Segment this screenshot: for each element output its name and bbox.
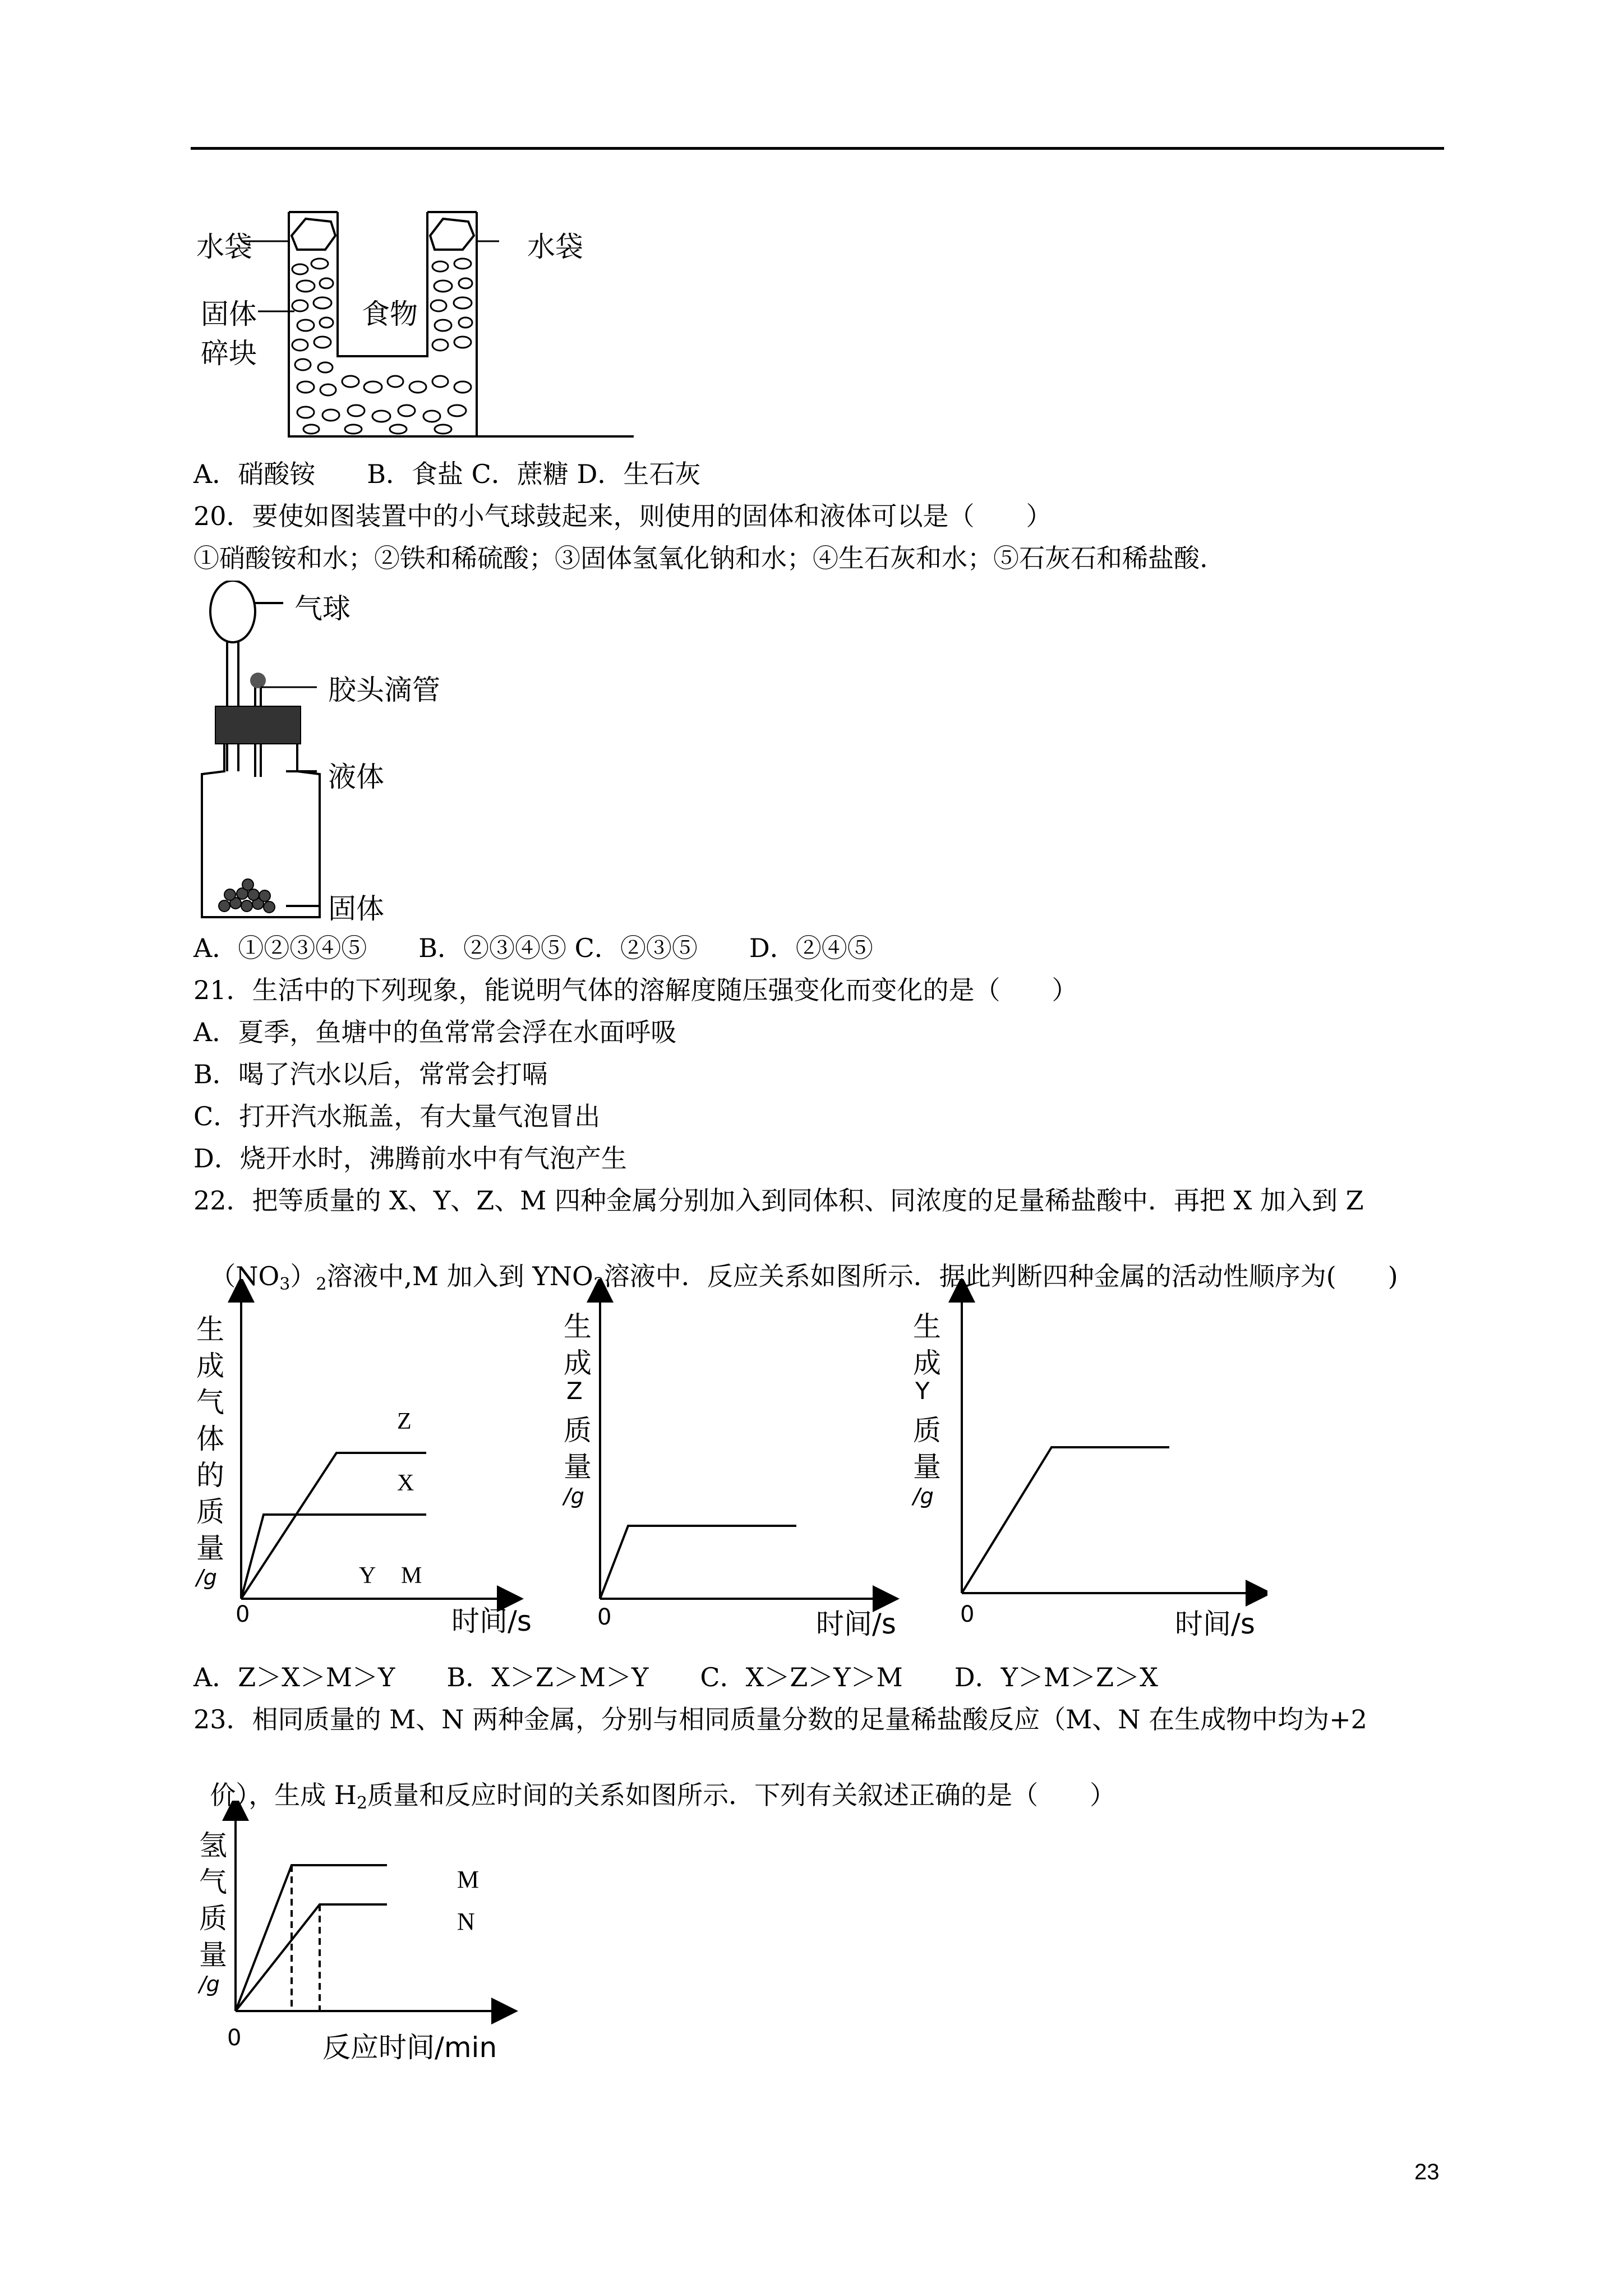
chart2-ylabel-6: /g [564, 1484, 584, 1508]
solid-label-line2: 碎块 [201, 337, 257, 370]
q22-stem-part: （NO [210, 1261, 280, 1291]
solid-label-line1: 固体 [201, 298, 257, 330]
chart3-ylabel-2: 成 [913, 1347, 941, 1379]
chart2-ylabel-2: 成 [564, 1347, 592, 1379]
q23-stem-part: 价），生成 H [210, 1780, 357, 1810]
chart1-ylabel-2: 成 [196, 1350, 224, 1382]
q22-chart-2 [561, 1279, 909, 1649]
chart3-series [962, 1447, 1169, 1593]
subscript: 3 [279, 1274, 291, 1294]
balloon-apparatus-figure [191, 581, 426, 928]
q23-chart [191, 1801, 527, 2036]
chart1-ylabel-6: 质 [196, 1496, 224, 1528]
water-bag-label-left: 水袋 [196, 231, 252, 263]
q20-options: A．①②③④⑤ B．②③④⑤ C．②③⑤ D．②④⑤ [193, 933, 873, 963]
chart3-xlabel: 时间/s [1175, 1608, 1255, 1640]
chart1-label-x: X [397, 1470, 414, 1496]
header-rule [191, 147, 1444, 150]
chart1-label-z: Z [397, 1409, 412, 1434]
q22-options: A．Z＞X＞M＞Y B．X＞Z＞M＞Y C．X＞Z＞Y＞M D．Y＞M＞Z＞X [193, 1662, 1158, 1692]
chart1-ylabel-3: 气 [196, 1386, 224, 1419]
chart4-label-n: N [457, 1908, 475, 1935]
liquid-label: 液体 [328, 761, 384, 793]
chart3-ylabel-5: 量 [913, 1451, 941, 1483]
chart2-series [600, 1526, 796, 1599]
chart2-ylabel-4: 质 [564, 1414, 592, 1447]
chart3-ylabel-1: 生 [913, 1310, 941, 1343]
chart4-ylabel-4: 量 [199, 1939, 227, 1971]
q20-items: ①硝酸铵和水；②铁和稀硫酸；③固体氢氧化钠和水；④生石灰和水；⑤石灰石和稀盐酸. [193, 543, 1208, 573]
q22-chart-1 [185, 1279, 533, 1649]
chart2-xlabel: 时间/s [816, 1608, 896, 1640]
chart4-ylabel-5: /g [199, 1972, 220, 1996]
subscript: 3 [593, 1274, 604, 1294]
q21-option-c: C．打开汽水瓶盖，有大量气泡冒出 [193, 1101, 601, 1131]
q22-chart-3 [920, 1279, 1267, 1649]
chart1-ylabel-5: 的 [196, 1459, 224, 1492]
series-line-n [236, 1904, 387, 2011]
q23-stem-part: 质量和反应时间的关系如图所示．下列有关叙述正确的是（ ） [367, 1780, 1116, 1810]
series-line-m [236, 1865, 387, 2011]
q23-stem-line1: 23．相同质量的 M、N 两种金属，分别与相同质量分数的足量稀盐酸反应（M、N 在生成物中均为+2 [193, 1704, 1367, 1734]
water-bag-label-right: 水袋 [527, 231, 583, 263]
q19-options: A．硝酸铵 B．食盐 C．蔗糖 D．生石灰 [193, 459, 701, 489]
chart4-ylabel-1: 氢 [199, 1829, 227, 1862]
q22-stem-line1: 22．把等质量的 X、Y、Z、M 四种金属分别加入到同体积、同浓度的足量稀盐酸中．再把 X 加入到 Z [193, 1185, 1364, 1216]
chart4-series [236, 1865, 387, 2011]
subscript: 2 [357, 1793, 368, 1813]
chart1-label-y: Y [359, 1563, 376, 1589]
balloon-label: 气球 [294, 592, 351, 625]
q21-stem: 21．生活中的下列现象，能说明气体的溶解度随压强变化而变化的是（ ） [193, 975, 1078, 1005]
chart4-label-m: M [457, 1866, 479, 1893]
chart3-ylabel-6: /g [913, 1484, 934, 1508]
q21-option-a: A．夏季，鱼塘中的鱼常常会浮在水面呼吸 [193, 1017, 677, 1047]
chart2-ylabel-1: 生 [564, 1310, 592, 1343]
chart1-ylabel-4: 体 [196, 1423, 224, 1455]
chart4-origin: 0 [227, 2025, 242, 2051]
chart4-xlabel: 反应时间/min [322, 2031, 497, 2064]
chart3-origin: 0 [960, 1602, 975, 1627]
solid-label: 固体 [328, 892, 384, 925]
q21-option-b: B．喝了汽水以后，常常会打嗝 [193, 1059, 548, 1089]
chart1-xlabel: 时间/s [451, 1605, 532, 1637]
q20-stem: 20．要使如图装置中的小气球鼓起来，则使用的固体和液体可以是（ ） [193, 501, 1052, 531]
chart3-ylabel-4: 质 [913, 1414, 941, 1447]
q22-stem-part: 溶液中,M 加入到 YNO [326, 1261, 593, 1291]
chart1-ylabel-1: 生 [196, 1313, 224, 1346]
chart4-ylabel-2: 气 [199, 1866, 227, 1898]
page-number: 23 [1414, 2160, 1440, 2184]
chart2-ylabel-3: Z [566, 1377, 583, 1405]
series-line-2 [600, 1526, 796, 1599]
dropper-label: 胶头滴管 [328, 674, 440, 706]
chart2-origin: 0 [597, 1604, 612, 1630]
q21-option-d: D．烧开水时，沸腾前水中有气泡产生 [193, 1143, 627, 1174]
chart1-ylabel-8: /g [196, 1565, 217, 1590]
chart3-ylabel-3: Y [915, 1377, 930, 1405]
chart1-ylabel-7: 量 [196, 1532, 224, 1565]
food-label: 食物 [362, 298, 418, 330]
chart4-ylabel-3: 质 [199, 1902, 227, 1935]
q22-stem-part: ） [290, 1261, 316, 1291]
series-line-3 [962, 1447, 1169, 1593]
chart2-ylabel-5: 量 [564, 1451, 592, 1483]
subscript: 2 [316, 1274, 327, 1294]
chart1-label-m: M [401, 1563, 422, 1589]
q22-stem-part: 溶液中．反应关系如图所示．据此判断四种金属的活动性顺序为( ) [603, 1261, 1398, 1291]
chart1-origin: 0 [236, 1602, 250, 1627]
